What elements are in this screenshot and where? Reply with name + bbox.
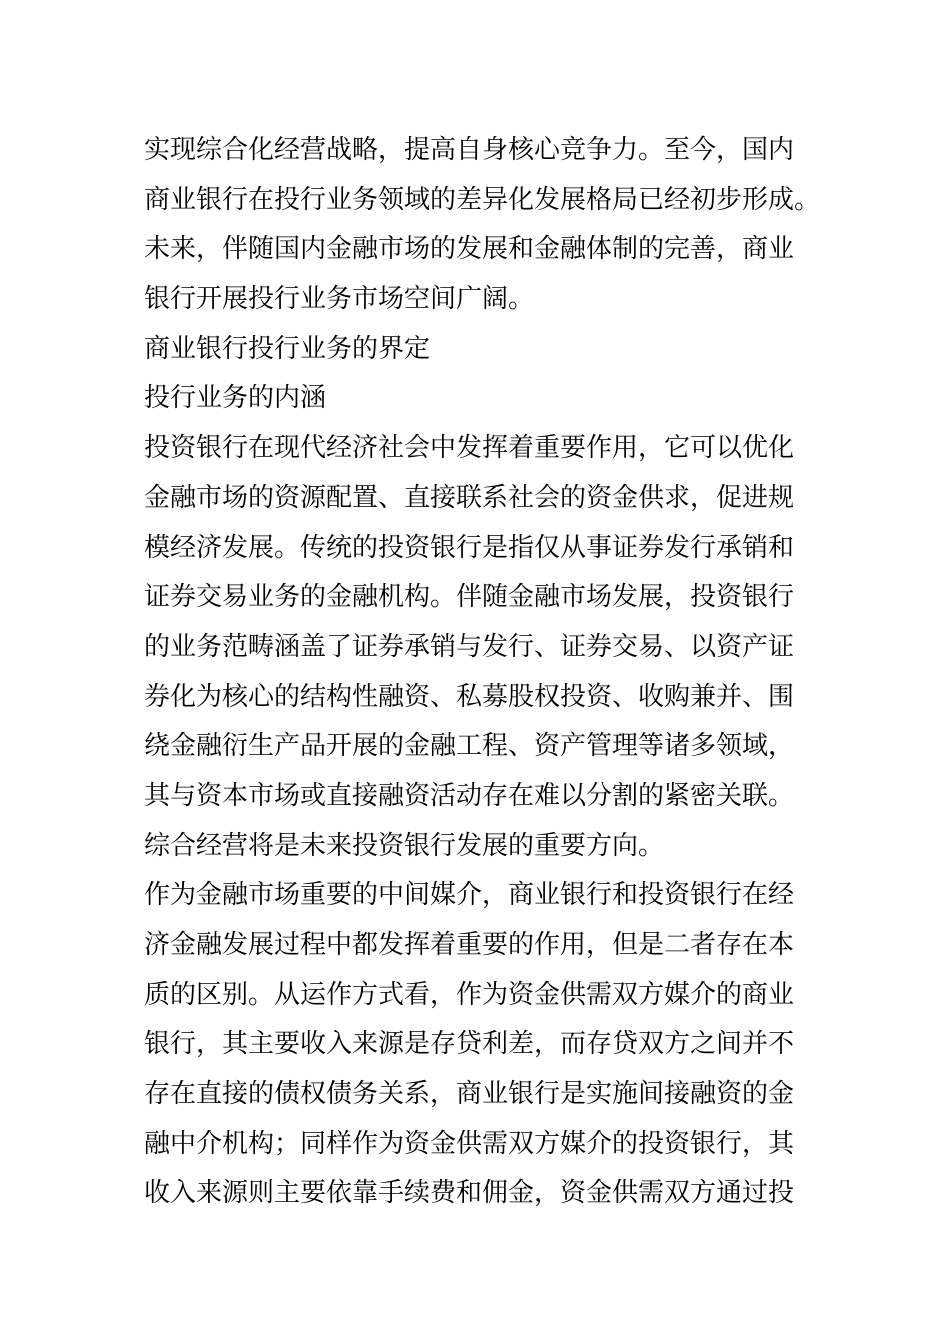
text-line: 综合经营将是未来投资银行发展的重要方向。 — [144, 830, 665, 861]
text-line: 实现综合化经营战略，提高自身核心竞争力。至今，国内 — [144, 135, 795, 165]
text-line: 证券交易业务的金融机构。伴随金融市场发展，投资银行 — [144, 582, 795, 613]
text-line: 融中介机构；同样作为资金供需双方媒介的投资银行，其 — [144, 1128, 795, 1159]
text-line: 绕金融衍生产品开展的金融工程、资产管理等诸多领域， — [144, 731, 795, 762]
text-line: 券化为核心的结构性融资、私募股权投资、收购兼并、围 — [144, 681, 795, 712]
section-heading: 商业银行投行业务的界定 — [144, 333, 431, 364]
text-line: 模经济发展。传统的投资银行是指仅从事证券发行承销和 — [144, 532, 795, 563]
subsection-heading: 投行业务的内涵 — [144, 383, 327, 414]
text-line: 的业务范畴涵盖了证券承销与发行、证券交易、以资产证 — [144, 631, 795, 662]
text-line: 银行开展投行业务市场空间广阔。 — [144, 284, 535, 315]
text-line: 投资银行在现代经济社会中发挥着重要作用，它可以优化 — [144, 433, 795, 464]
text-line: 收入来源则主要依靠手续费和佣金，资金供需双方通过投 — [144, 1178, 795, 1209]
text-line: 银行，其主要收入来源是存贷利差，而存贷双方之间并不 — [144, 1029, 795, 1060]
text-line: 商业银行在投行业务领域的差异化发展格局已经初步形成。 — [144, 184, 821, 215]
document-body — [144, 126, 821, 1219]
text-line: 其与资本市场或直接融资活动存在难以分割的紧密关联。 — [144, 780, 795, 811]
text-line: 作为金融市场重要的中间媒介，商业银行和投资银行在经 — [144, 880, 795, 911]
text-line: 济金融发展过程中都发挥着重要的作用，但是二者存在本 — [144, 930, 795, 960]
text-line: 未来，伴随国内金融市场的发展和金融体制的完善，商业 — [144, 234, 795, 265]
text-line: 金融市场的资源配置、直接联系社会的资金供求，促进规 — [144, 482, 795, 513]
text-line: 存在直接的债权债务关系，商业银行是实施间接融资的金 — [144, 1079, 795, 1110]
text-line: 质的区别。从运作方式看，作为资金供需双方媒介的商业 — [144, 979, 795, 1010]
